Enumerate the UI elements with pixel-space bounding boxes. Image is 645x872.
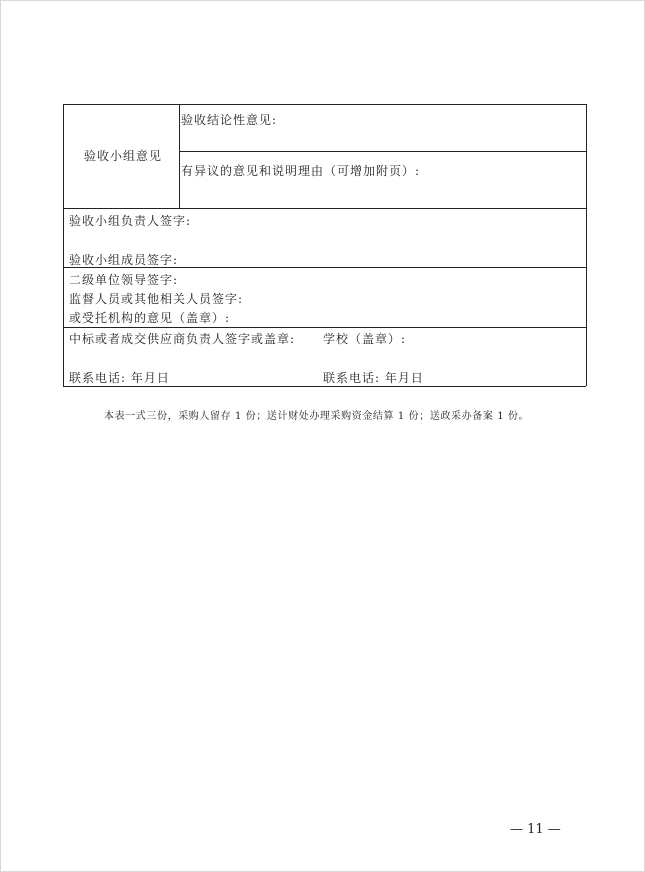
table-border-bottom bbox=[63, 386, 586, 387]
conclusion-opinion-field: 验收结论性意见: bbox=[181, 113, 278, 127]
agency-opinion-field: 或受托机构的意见（盖章）: bbox=[69, 311, 231, 325]
acceptance-group-opinion-label: 验收小组意见 bbox=[84, 149, 163, 163]
supplier-signature-field: 中标或者成交供应商负责人签字或盖章: bbox=[69, 332, 296, 346]
table-row-divider bbox=[63, 208, 586, 209]
table-row-divider bbox=[179, 151, 586, 152]
table-column-divider bbox=[179, 104, 180, 208]
leader-signature-field: 验收小组负责人签字: bbox=[69, 214, 192, 228]
table-border-left bbox=[63, 104, 64, 386]
school-contact-field: 联系电话: 年月日 bbox=[323, 371, 424, 385]
table-row-divider bbox=[63, 327, 586, 328]
objection-opinion-field: 有异议的意见和说明理由（可增加附页）: bbox=[181, 164, 421, 178]
footnote: 本表一式三份，采购人留存 1 份；送计财处办理采购资金结算 1 份；送政采办备案 1 份。 bbox=[104, 411, 530, 422]
supervisor-signature-field: 监督人员或其他相关人员签字: bbox=[69, 292, 244, 306]
table-row-divider bbox=[63, 267, 586, 268]
supplier-contact-field: 联系电话: 年月日 bbox=[69, 371, 170, 385]
member-signature-field: 验收小组成员签字: bbox=[69, 253, 179, 267]
unit-leader-signature-field: 二级单位领导签字: bbox=[69, 273, 179, 287]
table-border-right bbox=[586, 104, 587, 386]
table-border-top bbox=[63, 104, 586, 105]
page-number: — 11 — bbox=[510, 822, 561, 837]
school-seal-field: 学校（盖章）: bbox=[323, 332, 407, 346]
